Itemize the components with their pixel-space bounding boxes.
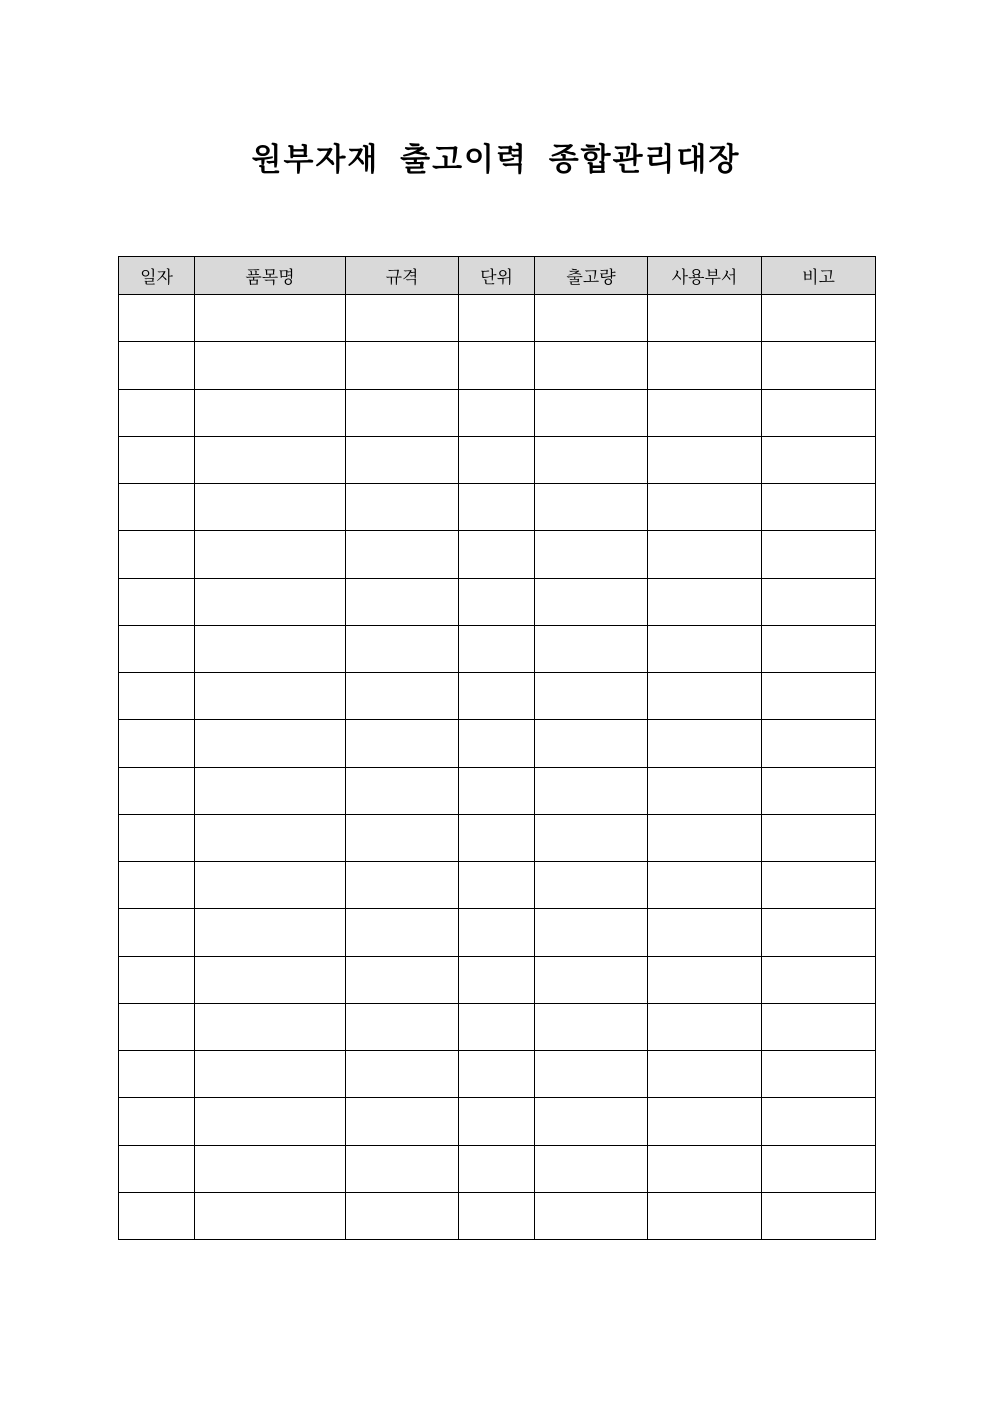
cell-department[interactable]	[648, 1192, 762, 1239]
cell-quantity[interactable]	[535, 342, 648, 389]
cell-spec[interactable]	[346, 767, 459, 814]
cell-department[interactable]	[648, 295, 762, 342]
cell-unit[interactable]	[459, 342, 535, 389]
cell-department[interactable]	[648, 1145, 762, 1192]
cell-remarks[interactable]	[762, 342, 876, 389]
cell-quantity[interactable]	[535, 531, 648, 578]
table-row	[119, 1003, 876, 1050]
cell-date[interactable]	[119, 814, 195, 861]
cell-item-name[interactable]	[195, 389, 346, 436]
cell-department[interactable]	[648, 673, 762, 720]
cell-item-name[interactable]	[195, 720, 346, 767]
cell-unit[interactable]	[459, 862, 535, 909]
cell-quantity[interactable]	[535, 767, 648, 814]
cell-item-name[interactable]	[195, 531, 346, 578]
cell-department[interactable]	[648, 956, 762, 1003]
cell-item-name[interactable]	[195, 1003, 346, 1050]
cell-spec[interactable]	[346, 1003, 459, 1050]
cell-remarks[interactable]	[762, 295, 876, 342]
cell-item-name[interactable]	[195, 1098, 346, 1145]
cell-unit[interactable]	[459, 767, 535, 814]
table-row	[119, 578, 876, 625]
cell-unit[interactable]	[459, 578, 535, 625]
cell-date[interactable]	[119, 909, 195, 956]
cell-department[interactable]	[648, 862, 762, 909]
table-row	[119, 956, 876, 1003]
table-row	[119, 862, 876, 909]
cell-unit[interactable]	[459, 720, 535, 767]
cell-department[interactable]	[648, 484, 762, 531]
cell-spec[interactable]	[346, 909, 459, 956]
cell-item-name[interactable]	[195, 909, 346, 956]
cell-spec[interactable]	[346, 814, 459, 861]
cell-spec[interactable]	[346, 389, 459, 436]
cell-date[interactable]	[119, 484, 195, 531]
cell-date[interactable]	[119, 1145, 195, 1192]
table-row	[119, 909, 876, 956]
table-row	[119, 720, 876, 767]
cell-date[interactable]	[119, 862, 195, 909]
cell-quantity[interactable]	[535, 862, 648, 909]
cell-date[interactable]	[119, 389, 195, 436]
cell-quantity[interactable]	[535, 436, 648, 483]
header-date: 일자	[119, 257, 195, 295]
cell-unit[interactable]	[459, 531, 535, 578]
table-body	[119, 295, 876, 1240]
cell-date[interactable]	[119, 956, 195, 1003]
cell-spec[interactable]	[346, 578, 459, 625]
cell-spec[interactable]	[346, 956, 459, 1003]
cell-remarks[interactable]	[762, 720, 876, 767]
cell-date[interactable]	[119, 720, 195, 767]
cell-department[interactable]	[648, 720, 762, 767]
cell-remarks[interactable]	[762, 578, 876, 625]
cell-remarks[interactable]	[762, 1051, 876, 1098]
cell-spec[interactable]	[346, 673, 459, 720]
table-row	[119, 342, 876, 389]
cell-item-name[interactable]	[195, 862, 346, 909]
cell-department[interactable]	[648, 814, 762, 861]
cell-quantity[interactable]	[535, 1003, 648, 1050]
cell-spec[interactable]	[346, 484, 459, 531]
cell-unit[interactable]	[459, 295, 535, 342]
cell-remarks[interactable]	[762, 673, 876, 720]
cell-item-name[interactable]	[195, 295, 346, 342]
cell-remarks[interactable]	[762, 484, 876, 531]
cell-remarks[interactable]	[762, 389, 876, 436]
cell-department[interactable]	[648, 436, 762, 483]
cell-spec[interactable]	[346, 720, 459, 767]
cell-remarks[interactable]	[762, 625, 876, 672]
cell-quantity[interactable]	[535, 295, 648, 342]
table-row	[119, 1098, 876, 1145]
cell-spec[interactable]	[346, 862, 459, 909]
cell-quantity[interactable]	[535, 720, 648, 767]
cell-spec[interactable]	[346, 531, 459, 578]
cell-quantity[interactable]	[535, 673, 648, 720]
cell-quantity[interactable]	[535, 1145, 648, 1192]
cell-date[interactable]	[119, 673, 195, 720]
cell-department[interactable]	[648, 342, 762, 389]
cell-department[interactable]	[648, 1051, 762, 1098]
cell-date[interactable]	[119, 578, 195, 625]
cell-spec[interactable]	[346, 342, 459, 389]
table-row	[119, 814, 876, 861]
cell-unit[interactable]	[459, 436, 535, 483]
cell-remarks[interactable]	[762, 531, 876, 578]
cell-date[interactable]	[119, 342, 195, 389]
cell-spec[interactable]	[346, 1051, 459, 1098]
cell-quantity[interactable]	[535, 1098, 648, 1145]
cell-item-name[interactable]	[195, 1192, 346, 1239]
cell-spec[interactable]	[346, 295, 459, 342]
cell-date[interactable]	[119, 531, 195, 578]
cell-unit[interactable]	[459, 1145, 535, 1192]
cell-date[interactable]	[119, 295, 195, 342]
cell-date[interactable]	[119, 1003, 195, 1050]
cell-date[interactable]	[119, 1192, 195, 1239]
cell-item-name[interactable]	[195, 673, 346, 720]
cell-date[interactable]	[119, 1051, 195, 1098]
cell-department[interactable]	[648, 389, 762, 436]
cell-unit[interactable]	[459, 389, 535, 436]
table-row	[119, 484, 876, 531]
cell-unit[interactable]	[459, 625, 535, 672]
cell-quantity[interactable]	[535, 814, 648, 861]
header-unit: 단위	[459, 257, 535, 295]
cell-item-name[interactable]	[195, 578, 346, 625]
cell-remarks[interactable]	[762, 909, 876, 956]
cell-remarks[interactable]	[762, 767, 876, 814]
cell-remarks[interactable]	[762, 814, 876, 861]
cell-department[interactable]	[648, 578, 762, 625]
cell-quantity[interactable]	[535, 578, 648, 625]
cell-date[interactable]	[119, 436, 195, 483]
cell-item-name[interactable]	[195, 1145, 346, 1192]
cell-remarks[interactable]	[762, 862, 876, 909]
cell-unit[interactable]	[459, 909, 535, 956]
cell-date[interactable]	[119, 1098, 195, 1145]
cell-quantity[interactable]	[535, 956, 648, 1003]
cell-department[interactable]	[648, 767, 762, 814]
header-item-name: 품목명	[195, 257, 346, 295]
cell-item-name[interactable]	[195, 767, 346, 814]
cell-department[interactable]	[648, 625, 762, 672]
table-row	[119, 1145, 876, 1192]
cell-date[interactable]	[119, 767, 195, 814]
cell-remarks[interactable]	[762, 956, 876, 1003]
cell-unit[interactable]	[459, 814, 535, 861]
cell-quantity[interactable]	[535, 909, 648, 956]
release-ledger-table	[118, 256, 876, 1240]
cell-remarks[interactable]	[762, 1145, 876, 1192]
cell-unit[interactable]	[459, 1192, 535, 1239]
cell-quantity[interactable]	[535, 1192, 648, 1239]
cell-quantity[interactable]	[535, 484, 648, 531]
cell-item-name[interactable]	[195, 484, 346, 531]
cell-quantity[interactable]	[535, 1051, 648, 1098]
cell-unit[interactable]	[459, 673, 535, 720]
cell-spec[interactable]	[346, 436, 459, 483]
cell-remarks[interactable]	[762, 1098, 876, 1145]
cell-unit[interactable]	[459, 1051, 535, 1098]
document-title: 원부자재 출고이력 종합관리대장	[251, 142, 741, 178]
cell-department[interactable]	[648, 909, 762, 956]
cell-unit[interactable]	[459, 1098, 535, 1145]
cell-item-name[interactable]	[195, 625, 346, 672]
cell-remarks[interactable]	[762, 1192, 876, 1239]
table-row	[119, 531, 876, 578]
cell-department[interactable]	[648, 1003, 762, 1050]
table-row	[119, 1051, 876, 1098]
cell-remarks[interactable]	[762, 436, 876, 483]
cell-department[interactable]	[648, 531, 762, 578]
cell-spec[interactable]	[346, 1145, 459, 1192]
cell-department[interactable]	[648, 1098, 762, 1145]
cell-quantity[interactable]	[535, 625, 648, 672]
cell-unit[interactable]	[459, 956, 535, 1003]
cell-quantity[interactable]	[535, 389, 648, 436]
table-row	[119, 767, 876, 814]
table-row	[119, 295, 876, 342]
cell-item-name[interactable]	[195, 342, 346, 389]
header-remarks: 비고	[762, 257, 876, 295]
cell-item-name[interactable]	[195, 436, 346, 483]
cell-item-name[interactable]	[195, 1051, 346, 1098]
table-row	[119, 436, 876, 483]
cell-unit[interactable]	[459, 484, 535, 531]
cell-remarks[interactable]	[762, 1003, 876, 1050]
table-row	[119, 1192, 876, 1239]
header-spec: 규격	[346, 257, 459, 295]
table-row	[119, 673, 876, 720]
cell-date[interactable]	[119, 625, 195, 672]
header-quantity: 출고량	[535, 257, 648, 295]
cell-unit[interactable]	[459, 1003, 535, 1050]
table-row	[119, 625, 876, 672]
cell-spec[interactable]	[346, 625, 459, 672]
header-row	[119, 257, 876, 295]
header-department: 사용부서	[648, 257, 762, 295]
table-row	[119, 389, 876, 436]
cell-spec[interactable]	[346, 1098, 459, 1145]
cell-item-name[interactable]	[195, 814, 346, 861]
cell-item-name[interactable]	[195, 956, 346, 1003]
cell-spec[interactable]	[346, 1192, 459, 1239]
